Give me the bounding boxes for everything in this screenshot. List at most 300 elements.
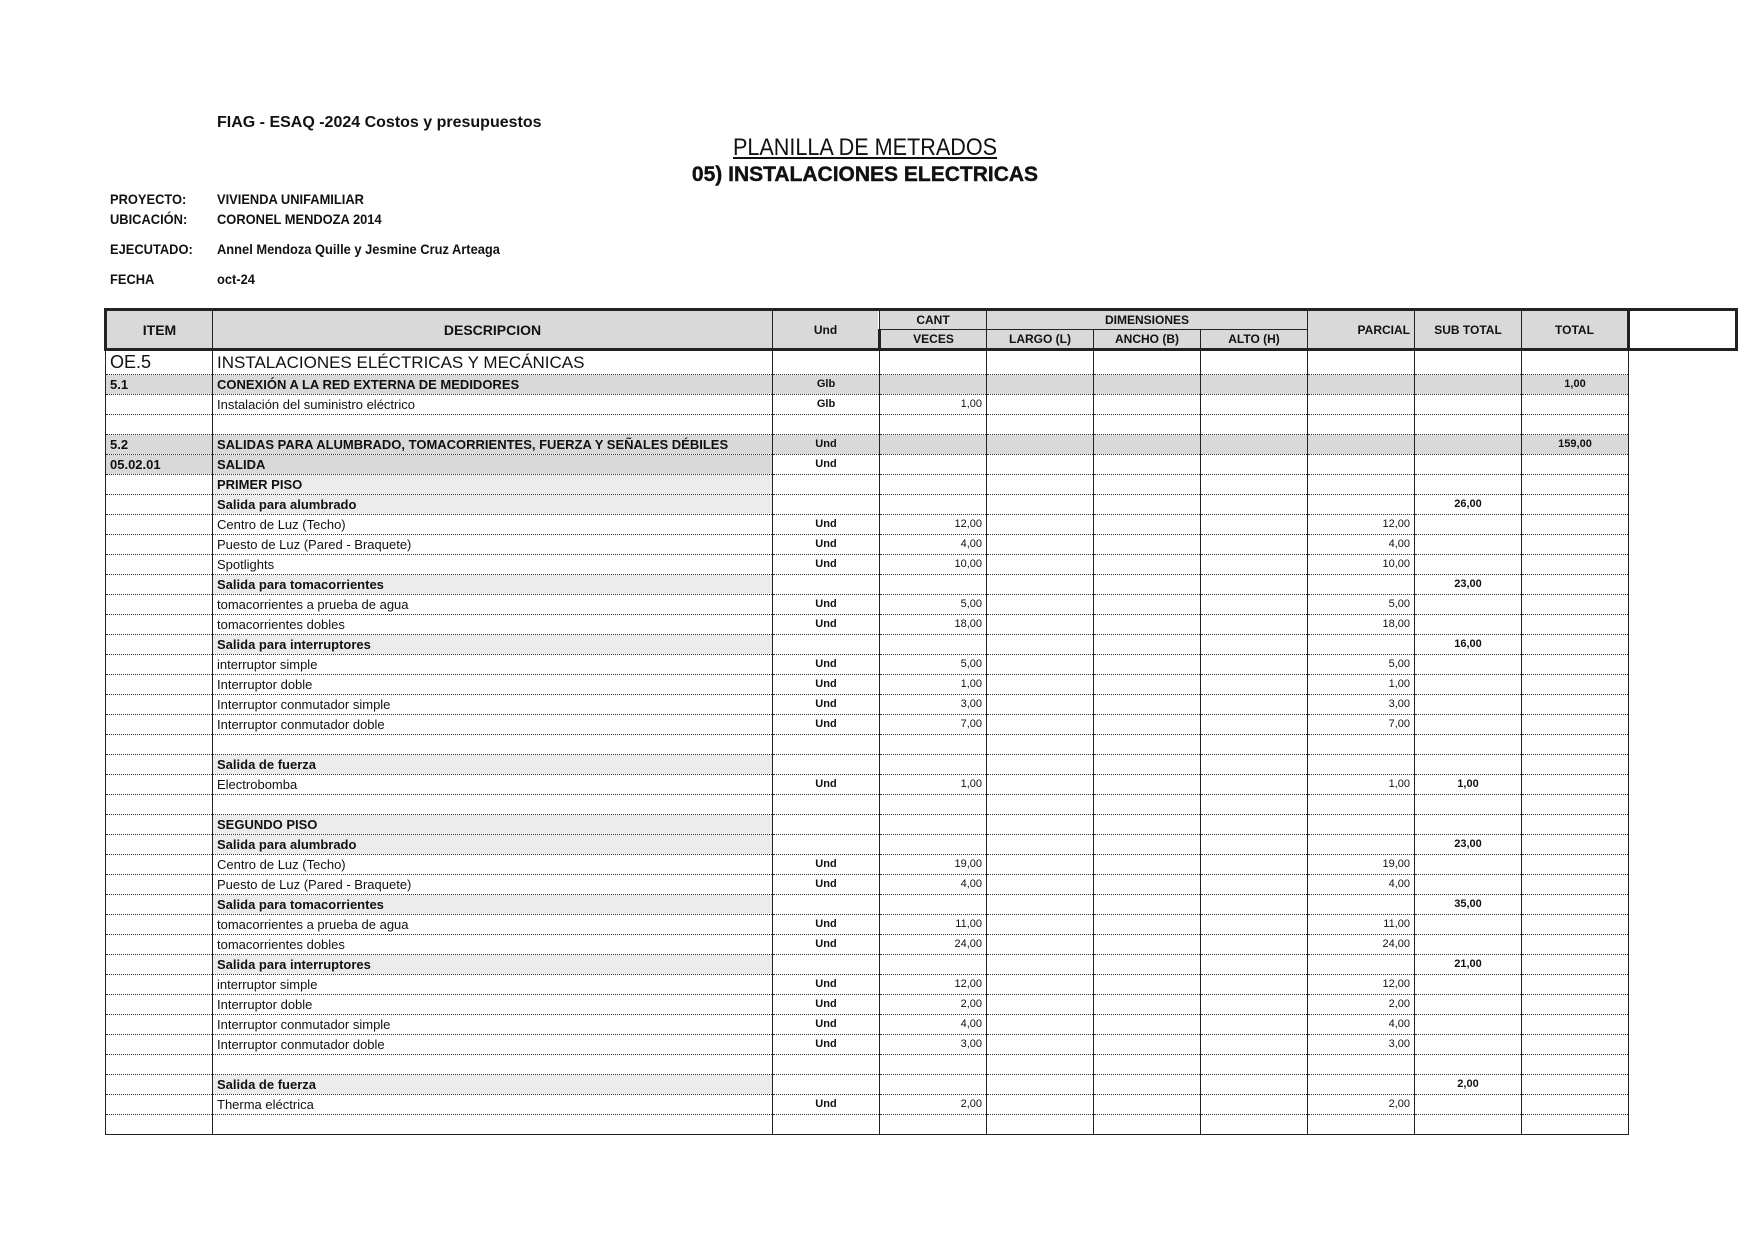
row-und: Und [773, 1095, 880, 1115]
row-subtotal [1415, 535, 1522, 555]
row-veces [880, 635, 987, 655]
row-item [106, 695, 213, 715]
row-ancho [1094, 350, 1201, 375]
row-total [1522, 395, 1629, 415]
row-item [106, 495, 213, 515]
row-ancho [1094, 995, 1201, 1015]
table-row [106, 695, 1737, 715]
row-ancho [1094, 955, 1201, 975]
row-alto [1201, 515, 1308, 535]
row-description: tomacorrientes a prueba de agua [213, 595, 773, 615]
row-alto [1201, 1035, 1308, 1055]
row-ancho [1094, 775, 1201, 795]
row-total [1522, 695, 1629, 715]
ejecutado-label: EJECUTADO: [110, 241, 193, 257]
row-veces [880, 815, 987, 835]
row-largo [987, 915, 1094, 935]
row-veces [880, 415, 987, 435]
row-largo [987, 615, 1094, 635]
row-largo [987, 495, 1094, 515]
row-ancho [1094, 1095, 1201, 1115]
row-total [1522, 735, 1629, 755]
row-total [1522, 555, 1629, 575]
row-subtotal [1415, 875, 1522, 895]
row-und [773, 495, 880, 515]
row-subtotal: 26,00 [1415, 495, 1522, 515]
row-veces [880, 835, 987, 855]
row-subtotal [1415, 515, 1522, 535]
row-largo [987, 575, 1094, 595]
row-und [773, 635, 880, 655]
row-parcial: 2,00 [1308, 1095, 1415, 1115]
row-alto [1201, 795, 1308, 815]
row-largo [987, 1055, 1094, 1075]
row-alto [1201, 635, 1308, 655]
table-row [106, 555, 1737, 575]
row-total [1522, 895, 1629, 915]
row-largo [987, 515, 1094, 535]
row-description: interruptor simple [213, 655, 773, 675]
row-subtotal [1415, 595, 1522, 615]
row-description [213, 795, 773, 815]
row-total [1522, 350, 1629, 375]
row-alto [1201, 595, 1308, 615]
row-ancho [1094, 675, 1201, 695]
row-largo [987, 635, 1094, 655]
row-veces [880, 435, 987, 455]
row-und: Und [773, 935, 880, 955]
row-parcial [1308, 795, 1415, 815]
row-parcial [1308, 1115, 1415, 1135]
row-total [1522, 1115, 1629, 1135]
row-ancho [1094, 375, 1201, 395]
row-total [1522, 795, 1629, 815]
row-alto [1201, 415, 1308, 435]
row-und [773, 350, 880, 375]
row-item [106, 815, 213, 835]
row-subtotal [1415, 1035, 1522, 1055]
row-veces: 12,00 [880, 975, 987, 995]
row-parcial [1308, 635, 1415, 655]
row-largo [987, 735, 1094, 755]
row-parcial [1308, 815, 1415, 835]
col-und: Und [773, 310, 880, 350]
table-row [106, 715, 1737, 735]
table-row [106, 475, 1737, 495]
row-item [106, 875, 213, 895]
row-item [106, 1055, 213, 1075]
row-alto [1201, 875, 1308, 895]
row-largo [987, 795, 1094, 815]
row-total [1522, 675, 1629, 695]
row-ancho [1094, 755, 1201, 775]
metrados-table [104, 308, 1738, 1135]
row-parcial [1308, 755, 1415, 775]
row-item [106, 675, 213, 695]
row-subtotal [1415, 475, 1522, 495]
row-und [773, 475, 880, 495]
row-und: Und [773, 595, 880, 615]
row-largo [987, 375, 1094, 395]
row-description: tomacorrientes dobles [213, 615, 773, 635]
row-description: Spotlights [213, 555, 773, 575]
row-subtotal: 35,00 [1415, 895, 1522, 915]
row-veces [880, 1115, 987, 1135]
row-subtotal [1415, 455, 1522, 475]
table-row [106, 775, 1737, 795]
row-und: Und [773, 535, 880, 555]
row-subtotal [1415, 1115, 1522, 1135]
row-total [1522, 635, 1629, 655]
row-item [106, 935, 213, 955]
row-parcial [1308, 415, 1415, 435]
row-item [106, 995, 213, 1015]
table-row [106, 975, 1737, 995]
row-alto [1201, 815, 1308, 835]
row-subtotal [1415, 675, 1522, 695]
row-total [1522, 995, 1629, 1015]
row-description: Salida para tomacorrientes [213, 575, 773, 595]
row-largo [987, 455, 1094, 475]
row-subtotal [1415, 1095, 1522, 1115]
row-ancho [1094, 1015, 1201, 1035]
row-total [1522, 915, 1629, 935]
row-total [1522, 1015, 1629, 1035]
row-und: Und [773, 655, 880, 675]
row-ancho [1094, 575, 1201, 595]
row-alto [1201, 655, 1308, 675]
row-veces: 2,00 [880, 1095, 987, 1115]
row-alto [1201, 1015, 1308, 1035]
row-parcial: 24,00 [1308, 935, 1415, 955]
row-largo [987, 655, 1094, 675]
row-veces [880, 475, 987, 495]
col-largo: LARGO (L) [987, 330, 1094, 350]
row-und [773, 415, 880, 435]
row-subtotal [1415, 375, 1522, 395]
row-subtotal [1415, 435, 1522, 455]
row-largo [987, 1035, 1094, 1055]
row-alto [1201, 675, 1308, 695]
row-description: PRIMER PISO [213, 475, 773, 495]
row-und: Und [773, 975, 880, 995]
table-row [106, 915, 1737, 935]
row-und: Und [773, 615, 880, 635]
row-total [1522, 875, 1629, 895]
row-parcial: 1,00 [1308, 675, 1415, 695]
table-row [106, 1015, 1737, 1035]
row-description: Electrobomba [213, 775, 773, 795]
row-description: Puesto de Luz (Pared - Braquete) [213, 535, 773, 555]
row-parcial [1308, 735, 1415, 755]
row-parcial [1308, 395, 1415, 415]
row-ancho [1094, 415, 1201, 435]
row-largo [987, 555, 1094, 575]
row-item [106, 1075, 213, 1095]
row-largo [987, 775, 1094, 795]
row-item: OE.5 [106, 350, 213, 375]
col-item: ITEM [106, 310, 213, 350]
row-alto [1201, 435, 1308, 455]
row-und [773, 835, 880, 855]
row-description [213, 1115, 773, 1135]
row-ancho [1094, 435, 1201, 455]
row-item [106, 555, 213, 575]
row-description [213, 415, 773, 435]
row-item [106, 515, 213, 535]
ubicacion-value: CORONEL MENDOZA 2014 [217, 211, 382, 227]
row-description [213, 735, 773, 755]
row-parcial: 4,00 [1308, 1015, 1415, 1035]
table-row [106, 815, 1737, 835]
row-alto [1201, 375, 1308, 395]
row-parcial: 3,00 [1308, 695, 1415, 715]
row-veces: 10,00 [880, 555, 987, 575]
row-veces: 4,00 [880, 1015, 987, 1035]
row-und: Und [773, 1035, 880, 1055]
row-subtotal [1415, 755, 1522, 775]
row-item [106, 955, 213, 975]
row-und: Und [773, 455, 880, 475]
row-parcial: 10,00 [1308, 555, 1415, 575]
row-alto [1201, 835, 1308, 855]
row-description: INSTALACIONES ELÉCTRICAS Y MECÁNICAS [213, 350, 773, 375]
table-body [106, 350, 1737, 1135]
row-parcial [1308, 375, 1415, 395]
row-ancho [1094, 495, 1201, 515]
row-und: Und [773, 995, 880, 1015]
row-item [106, 775, 213, 795]
row-total [1522, 715, 1629, 735]
row-total [1522, 935, 1629, 955]
row-item [106, 395, 213, 415]
row-description: Instalación del suministro eléctrico [213, 395, 773, 415]
col-descripcion: DESCRIPCION [213, 310, 773, 350]
row-alto [1201, 935, 1308, 955]
row-description: Interruptor conmutador simple [213, 1015, 773, 1035]
row-alto [1201, 715, 1308, 735]
table-row [106, 755, 1737, 775]
row-alto [1201, 475, 1308, 495]
row-description: Interruptor conmutador simple [213, 695, 773, 715]
row-total [1522, 595, 1629, 615]
row-alto [1201, 955, 1308, 975]
row-und: Und [773, 775, 880, 795]
row-total [1522, 535, 1629, 555]
row-subtotal [1415, 715, 1522, 735]
table-row [106, 535, 1737, 555]
table-row [106, 515, 1737, 535]
row-total [1522, 515, 1629, 535]
row-subtotal [1415, 1055, 1522, 1075]
row-item [106, 1015, 213, 1035]
row-item [106, 1115, 213, 1135]
row-und: Und [773, 1015, 880, 1035]
row-total [1522, 475, 1629, 495]
row-parcial [1308, 350, 1415, 375]
row-total [1522, 1095, 1629, 1115]
col-total: TOTAL [1522, 310, 1629, 350]
row-parcial [1308, 495, 1415, 515]
col-alto: ALTO (H) [1201, 330, 1308, 350]
row-und [773, 735, 880, 755]
row-total [1522, 855, 1629, 875]
row-ancho [1094, 815, 1201, 835]
row-und: Und [773, 515, 880, 535]
row-description: SALIDA [213, 455, 773, 475]
row-parcial [1308, 435, 1415, 455]
row-veces [880, 375, 987, 395]
row-alto [1201, 755, 1308, 775]
row-ancho [1094, 1075, 1201, 1095]
row-total: 1,00 [1522, 375, 1629, 395]
row-largo [987, 675, 1094, 695]
row-subtotal: 2,00 [1415, 1075, 1522, 1095]
row-largo [987, 1115, 1094, 1135]
row-largo [987, 1075, 1094, 1095]
row-item [106, 655, 213, 675]
row-item [106, 1095, 213, 1115]
row-veces: 1,00 [880, 775, 987, 795]
row-description: tomacorrientes dobles [213, 935, 773, 955]
proyecto-label: PROYECTO: [110, 191, 187, 207]
row-alto [1201, 395, 1308, 415]
row-subtotal [1415, 855, 1522, 875]
row-ancho [1094, 535, 1201, 555]
row-parcial [1308, 1055, 1415, 1075]
col-cant: CANT [880, 310, 987, 330]
row-subtotal [1415, 395, 1522, 415]
row-largo [987, 435, 1094, 455]
row-veces: 4,00 [880, 535, 987, 555]
row-alto [1201, 535, 1308, 555]
page-title: PLANILLA DE METRADOS [732, 134, 998, 161]
row-parcial: 2,00 [1308, 995, 1415, 1015]
row-veces [880, 755, 987, 775]
row-item [106, 895, 213, 915]
row-item [106, 715, 213, 735]
row-parcial: 11,00 [1308, 915, 1415, 935]
row-ancho [1094, 835, 1201, 855]
row-total [1522, 495, 1629, 515]
table-row [106, 415, 1737, 435]
row-veces [880, 1075, 987, 1095]
row-item [106, 615, 213, 635]
row-veces [880, 895, 987, 915]
row-largo [987, 595, 1094, 615]
row-largo [987, 895, 1094, 915]
row-largo [987, 995, 1094, 1015]
row-description [213, 1055, 773, 1075]
table-row [106, 895, 1737, 915]
row-ancho [1094, 975, 1201, 995]
row-veces [880, 575, 987, 595]
row-total [1522, 815, 1629, 835]
row-description: Puesto de Luz (Pared - Braquete) [213, 875, 773, 895]
row-subtotal [1415, 415, 1522, 435]
row-description: SEGUNDO PISO [213, 815, 773, 835]
row-description: CONEXIÓN A LA RED EXTERNA DE MEDIDORES [213, 375, 773, 395]
row-veces: 5,00 [880, 655, 987, 675]
row-largo [987, 855, 1094, 875]
row-subtotal [1415, 995, 1522, 1015]
row-ancho [1094, 935, 1201, 955]
proyecto-value: VIVIENDA UNIFAMILIAR [217, 191, 364, 207]
row-description: tomacorrientes a prueba de agua [213, 915, 773, 935]
row-description: Interruptor doble [213, 675, 773, 695]
row-ancho [1094, 715, 1201, 735]
table-row [106, 1055, 1737, 1075]
row-und: Glb [773, 395, 880, 415]
row-total [1522, 415, 1629, 435]
row-parcial: 5,00 [1308, 595, 1415, 615]
row-ancho [1094, 555, 1201, 575]
row-item [106, 635, 213, 655]
row-subtotal [1415, 795, 1522, 815]
row-item [106, 855, 213, 875]
row-parcial: 7,00 [1308, 715, 1415, 735]
row-und [773, 815, 880, 835]
row-parcial [1308, 455, 1415, 475]
fecha-value: oct-24 [217, 271, 255, 287]
row-parcial [1308, 895, 1415, 915]
row-parcial [1308, 955, 1415, 975]
row-veces: 3,00 [880, 695, 987, 715]
row-ancho [1094, 735, 1201, 755]
row-subtotal [1415, 1015, 1522, 1035]
row-veces: 18,00 [880, 615, 987, 635]
col-ancho: ANCHO (B) [1094, 330, 1201, 350]
row-alto [1201, 735, 1308, 755]
col-parcial: PARCIAL [1308, 310, 1415, 350]
row-und: Glb [773, 375, 880, 395]
row-ancho [1094, 915, 1201, 935]
row-parcial: 18,00 [1308, 615, 1415, 635]
row-und [773, 575, 880, 595]
row-description: Therma eléctrica [213, 1095, 773, 1115]
row-item: 5.1 [106, 375, 213, 395]
table-row [106, 675, 1737, 695]
table-row [106, 855, 1737, 875]
row-total [1522, 575, 1629, 595]
row-veces [880, 955, 987, 975]
row-und [773, 895, 880, 915]
row-total [1522, 755, 1629, 775]
row-item [106, 735, 213, 755]
table-row [106, 635, 1737, 655]
row-item: 05.02.01 [106, 455, 213, 475]
table-row [106, 955, 1737, 975]
table-row [106, 795, 1737, 815]
row-description: Salida para interruptores [213, 955, 773, 975]
row-description: Salida de fuerza [213, 755, 773, 775]
row-item [106, 1035, 213, 1055]
row-veces [880, 455, 987, 475]
row-total [1522, 1035, 1629, 1055]
row-alto [1201, 895, 1308, 915]
row-subtotal: 16,00 [1415, 635, 1522, 655]
org-header: FIAG - ESAQ -2024 Costos y presupuestos [217, 114, 542, 131]
row-ancho [1094, 1115, 1201, 1135]
row-parcial: 12,00 [1308, 515, 1415, 535]
row-item [106, 415, 213, 435]
row-veces: 1,00 [880, 675, 987, 695]
row-parcial [1308, 835, 1415, 855]
col-subtotal: SUB TOTAL [1415, 310, 1522, 350]
row-item [106, 595, 213, 615]
row-description: Interruptor doble [213, 995, 773, 1015]
row-parcial [1308, 575, 1415, 595]
